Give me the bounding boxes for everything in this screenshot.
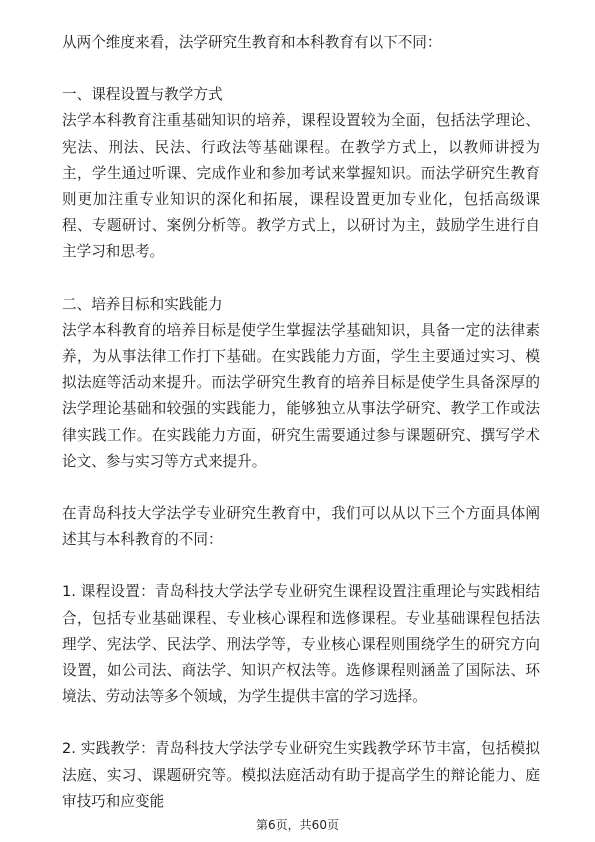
section2-body: 法学本科教育的培养目标是使学生掌握法学基础知识，具备一定的法律素养，为从事法律工作打下基础。在实践能力方面，学生主要通过实习、模拟法庭等活动来提升。而法学研究生教育的培养目标是使学生具备深厚的法学理论基础和较强的实践能力，能够独立从事法学研究、教学工作或法律实践工作。在实践能力方面，研究生需要通过参与课题研究、撰写学术论文、参与实习等方式来提升。 [62, 321, 540, 470]
document-page [62, 30, 540, 815]
transition-paragraph: 在青岛科技大学法学专业研究生教育中，我们可以从以下三个方面具体阐述其与本科教育的不同： [62, 505, 540, 549]
intro-paragraph: 从两个维度来看，法学研究生教育和本科教育有以下不同： [62, 34, 442, 51]
section1-body: 法学本科教育注重基础知识的培养，课程设置较为全面，包括法学理论、宪法、刑法、民法、行政法等基础课程。在教学方式上，以教师讲授为主，学生通过听课、完成作业和参加考试来掌握知识。而法学研究生教育则更加注重专业知识的深化和拓展，课程设置更加专业化，包括高级课程、专题研讨、案例分析等。教学方式上，以研讨为主，鼓励学生进行自主学习和思考。 [62, 112, 540, 261]
section1-heading: 一、课程设置与教学方式 [62, 86, 223, 104]
point1-paragraph: 1. 课程设置：青岛科技大学法学专业研究生课程设置注重理论与实践相结合，包括专业基础课程、专业核心课程和选修课程。专业基础课程包括法理学、宪法学、民法学、刑法学等，专业核心课程则围绕学生的研究方向设置，如公司法、商法学、知识产权法等。选修课程则涵盖了国际法、环境法、劳动法等多个领域，为学生提供丰富的学习选择。 [62, 583, 540, 706]
point2-paragraph: 2. 实践教学：青岛科技大学法学专业研究生实践教学环节丰富，包括模拟法庭、实习、课题研究等。模拟法庭活动有助于提高学生的辩论能力、庭审技巧和应变能 [62, 740, 540, 810]
page-footer: 第6页，共60页 [256, 818, 339, 832]
section2-heading: 二、培养目标和实践能力 [62, 295, 223, 313]
